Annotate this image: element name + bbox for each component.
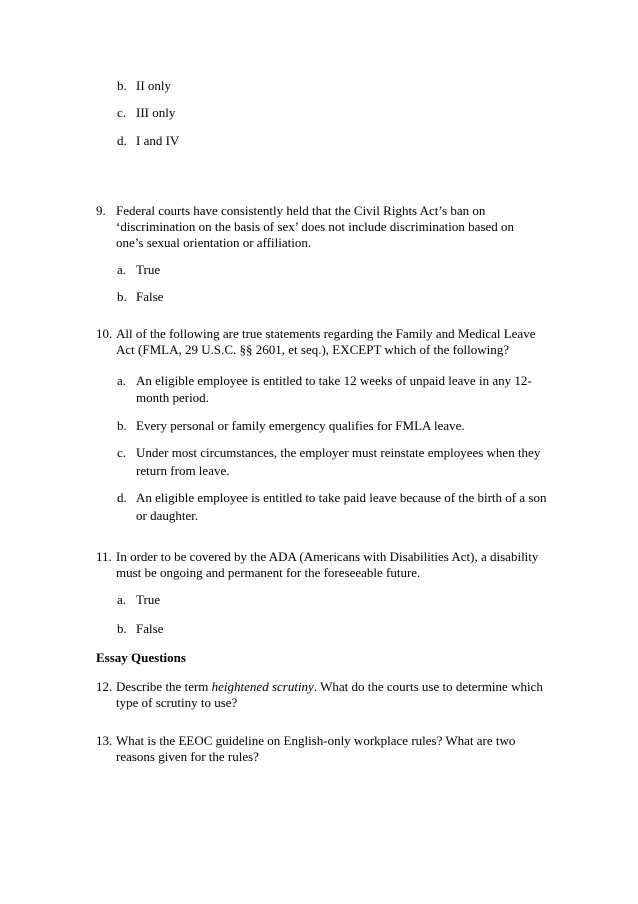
question-number: 13. [96,733,113,748]
option-text-line: Every personal or family emergency qualifies for FMLA leave. [136,418,465,433]
question-text-segment: . What do the courts use to determine which [313,679,543,694]
option-letter: d. [117,133,127,148]
question-text-line: In order to be covered by the ADA (Americans with Disabilities Act), a disability [116,549,539,564]
question-number: 11. [96,549,112,564]
option-letter: b. [117,418,127,433]
option-text: I and IV [136,133,180,148]
option-text-line: month period. [136,390,209,405]
option-letter: b. [117,78,127,93]
italic-term: heightened scrutiny [211,679,314,694]
option-text: III only [136,105,176,120]
option-text-line: return from leave. [136,463,230,478]
option-text-line: Under most circumstances, the employer must reinstate employees when they [136,445,541,460]
question-text-line: one’s sexual orientation or affiliation. [116,235,312,250]
option-text-line: An eligible employee is entitled to take 12 weeks of unpaid leave in any 12- [136,373,532,388]
question-number: 12. [96,679,113,694]
option-letter: b. [117,621,127,636]
question-text-line [116,679,543,695]
question-text-line: reasons given for the rules? [116,749,259,764]
option-letter: a. [117,262,127,277]
option-text: True [136,592,161,607]
option-text: True [136,262,161,277]
option-letter: a. [117,592,127,607]
question-text-segment: Describe the term [116,679,212,694]
question-text-line: type of scrutiny to use? [116,695,238,710]
option-text-line: An eligible employee is entitled to take paid leave because of the birth of a son [136,490,547,505]
question-text-line: Act (FMLA, 29 U.S.C. §§ 2601, et seq.), EXCEPT which of the following? [116,342,509,357]
option-letter: c. [117,105,127,120]
question-text-line: must be ongoing and permanent for the foreseeable future. [116,565,421,580]
option-text: False [136,621,164,636]
option-text-line: or daughter. [136,508,199,523]
option-letter: a. [117,373,127,388]
option-letter: c. [117,445,127,460]
option-letter: d. [117,490,127,505]
option-letter: b. [117,289,127,304]
question-text-line: All of the following are true statements regarding the Family and Medical Leave [116,326,536,341]
question-text-line: ‘discrimination on the basis of sex’ does not include discrimination based on [116,219,514,234]
question-text-line: Federal courts have consistently held that the Civil Rights Act’s ban on [116,203,486,218]
question-text-line: What is the EEOC guideline on English-only workplace rules? What are two [116,733,516,748]
question-number: 9. [96,203,106,218]
section-heading: Essay Questions [96,650,186,665]
option-text: False [136,289,164,304]
option-text: II only [136,78,172,93]
question-number: 10. [96,326,113,341]
